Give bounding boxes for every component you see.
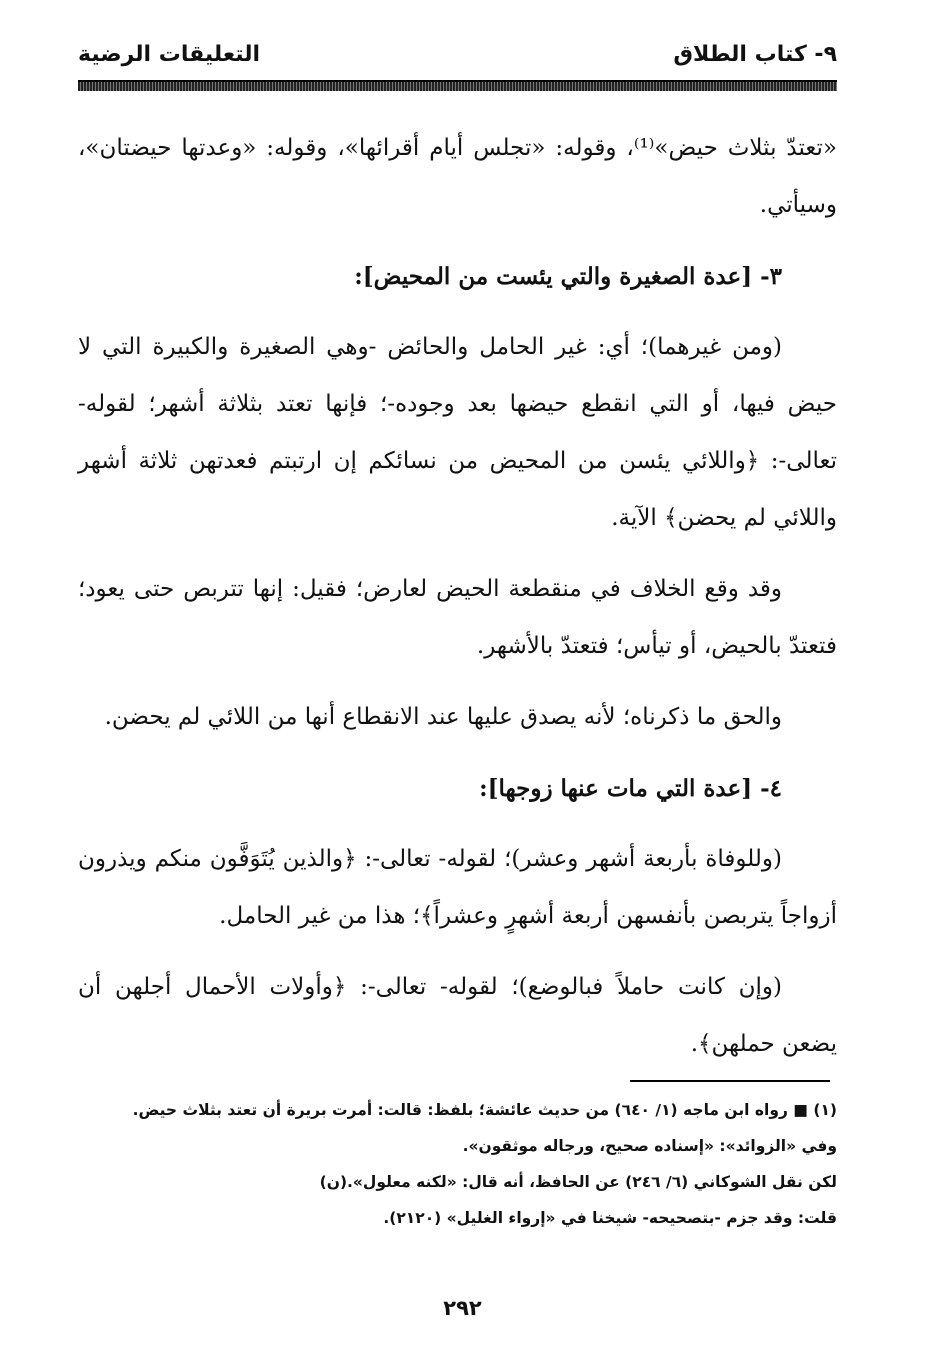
running-header: [78, 38, 837, 78]
chapter-title: ٩- كتاب الطلاق: [673, 42, 837, 67]
footnote-line: لكن نقل الشوكاني (٦/ ٢٤٦) عن الحافظ، أنه قال: «لكنه معلول».(ن): [319, 1173, 837, 1191]
section-heading: ٤- [عدة التي مات عنها زوجها]:: [479, 775, 782, 802]
header-rule: [78, 80, 837, 91]
footnotes: [78, 1092, 837, 1236]
book-title: التعليقات الرضية: [78, 42, 261, 67]
paragraph: (وللوفاة بأربعة أشهر وعشر)؛ لقوله- تعالى-: ﴿والذين يُتَوَفَّون منكم ويذرون أزواجاً يتربصن بأنفسهن أربعة أشهرٍ وعشراً﴾؛ هذا من غير الحامل.: [78, 846, 837, 929]
footnote-line: (١) ■ رواه ابن ماجه (١/ ٦٤٠) من حديث عائشة؛ بلفظ: قالت: أمرت بريرة أن تعتد بثلاث حيض.: [132, 1101, 837, 1119]
paragraph: (وإن كانت حاملاً فبالوضع)؛ لقوله- تعالى-: ﴿وأولات الأحمال أجلهن أن يضعن حملهن﴾.: [78, 974, 837, 1057]
main-text: [78, 120, 837, 1087]
page-number: ٢٩٢: [443, 1296, 482, 1320]
section-heading: ٣- [عدة الصغيرة والتي يئست من المحيض]:: [354, 263, 782, 290]
paragraph: «تعتدّ بثلاث حيض»⁽¹⁾، وقوله: «تجلس أيام أقرائها»، وقوله: «وعدتها حيضتان»، وسيأتي.: [78, 135, 837, 218]
footnote-rule: [630, 1080, 830, 1082]
paragraph: وقد وقع الخلاف في منقطعة الحيض لعارض؛ فقيل: إنها تتربص حتى يعود؛ فتعتدّ بالحيض، أو تيأس؛ فتعتدّ بالأشهر.: [78, 576, 837, 659]
footnote-line: قلت: وقد جزم -بتصحيحه- شيخنا في «إرواء الغليل» (٢١٢٠).: [383, 1209, 837, 1227]
footnote-line: وفي «الزوائد»: «إسناده صحيح، ورجاله موثقون».: [462, 1137, 837, 1155]
paragraph: (ومن غيرهما)؛ أي: غير الحامل والحائض -وهي الصغيرة والكبيرة التي لا حيض فيها، أو التي انقطع حيضها بعد وجوده-؛ فإنها تعتد بثلاثة أشهر؛ لقوله- تعالى-: ﴿واللائي يئسن من المحيض من نسائكم إن ارتبتم فعدتهن ثلاثة أشهر واللائي لم يحضن﴾ الآية.: [78, 334, 837, 531]
paragraph: والحق ما ذكرناه؛ لأنه يصدق عليها عند الانقطاع أنها من اللائي لم يحضن.: [104, 704, 782, 730]
